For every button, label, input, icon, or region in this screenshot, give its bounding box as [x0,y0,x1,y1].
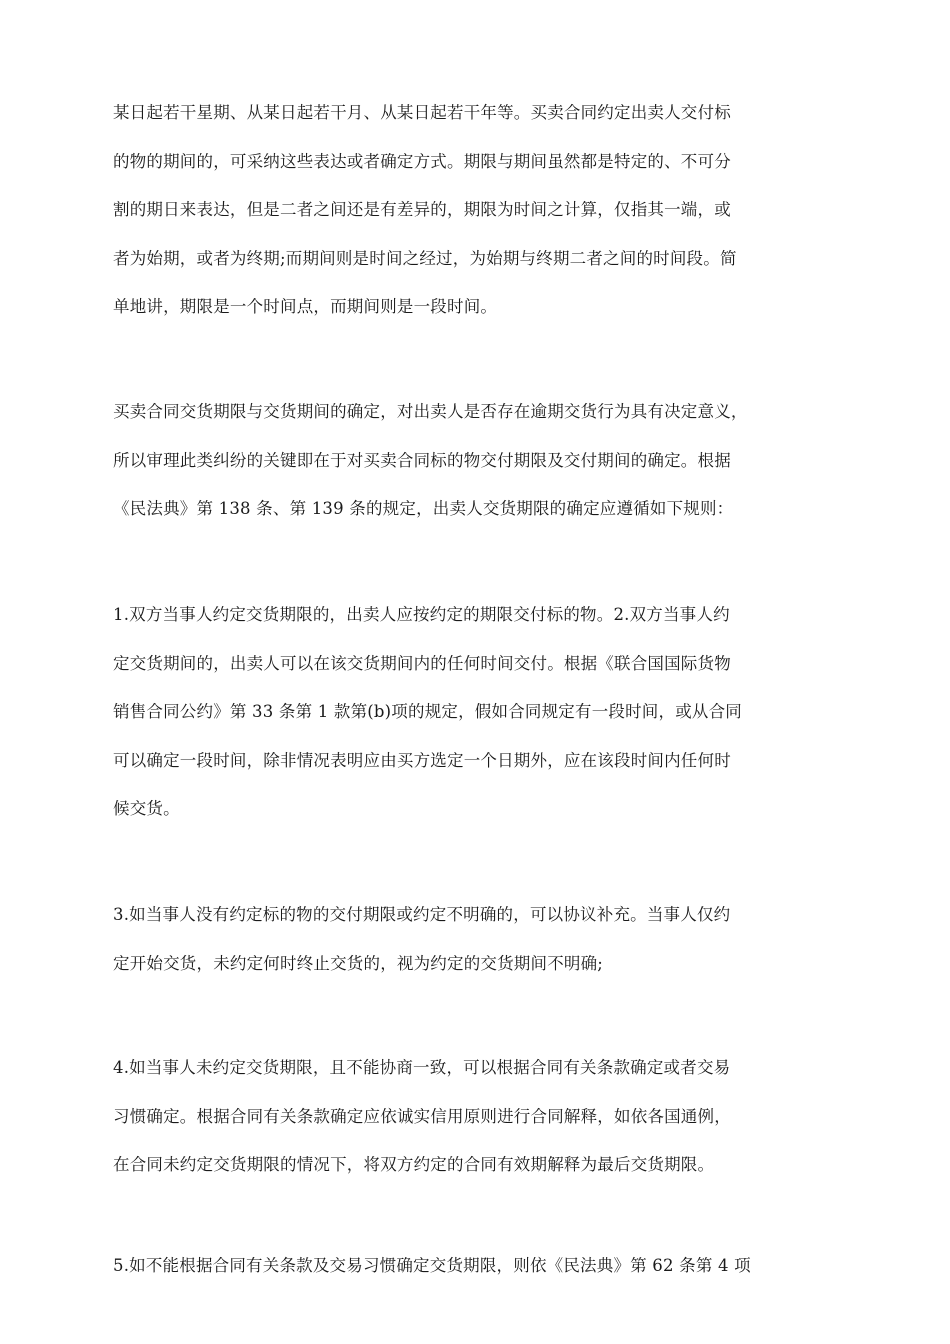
text-line: 销售合同公约》第 33 条第 1 款第(b)项的规定，假如合同规定有一段时间，或从合同 [113,702,743,721]
text-line: 买卖合同交货期限与交货期间的确定，对出卖人是否存在逾期交货行为具有决定意义， [113,402,748,421]
text-line: 单地讲，期限是一个时间点，而期间则是一段时间。 [113,297,498,316]
text-line: 1.双方当事人约定交货期限的，出卖人应按约定的期限交付标的物。2.双方当事人约 [113,605,730,624]
text-line: 《民法典》第 138 条、第 139 条的规定，出卖人交货期限的确定应遵循如下规则： [113,499,734,518]
text-line: 定交货期间的，出卖人可以在该交货期间内的任何时间交付。根据《联合国国际货物 [113,653,731,673]
text-line: 所以审理此类纠纷的关键即在于对买卖合同标的物交付期限及交付期间的确定。根据 [113,450,731,470]
paragraph-2 [113,388,843,534]
text-line: 可以确定一段时间，除非情况表明应由买方选定一个日期外，应在该段时间内任何时 [113,750,731,770]
text-line: 的物的期间的，可采纳这些表达或者确定方式。期限与期间虽然都是特定的、不可分 [113,151,731,171]
text-line: 割的期日来表达，但是二者之间还是有差异的，期限为时间之计算，仅指其一端，或 [113,200,731,219]
paragraph-rule-1-2 [113,591,843,834]
text-line: 4.如当事人未约定交货期限，且不能协商一致，可以根据合同有关条款确定或者交易 [113,1058,731,1077]
text-line: 定开始交货，未约定何时终止交货的，视为约定的交货期间不明确; [113,953,604,973]
text-line: 5.如不能根据合同有关条款及交易习惯确定交货期限，则依《民法典》第 62 条第 4 项 [113,1256,751,1275]
text-line: 在合同未约定交货期限的情况下，将双方约定的合同有效期解释为最后交货期限。 [113,1155,715,1174]
paragraph-rule-3 [113,891,843,988]
text-line: 者为始期，或者为终期;而期间则是时间之经过，为始期与终期二者之间的时间段。简 [113,248,737,268]
paragraph-rule-4 [113,1044,843,1190]
paragraph-1 [113,89,843,332]
paragraph-rule-5 [113,1242,843,1291]
text-line: 候交货。 [113,799,180,818]
text-line: 习惯确定。根据合同有关条款确定应依诚实信用原则进行合同解释，如依各国通例， [113,1106,731,1126]
text-line: 3.如当事人没有约定标的物的交付期限或约定不明确的，可以协议补充。当事人仅约 [113,905,731,924]
text-line: 某日起若干星期、从某日起若干月、从某日起若干年等。买卖合同约定出卖人交付标 [113,103,731,122]
